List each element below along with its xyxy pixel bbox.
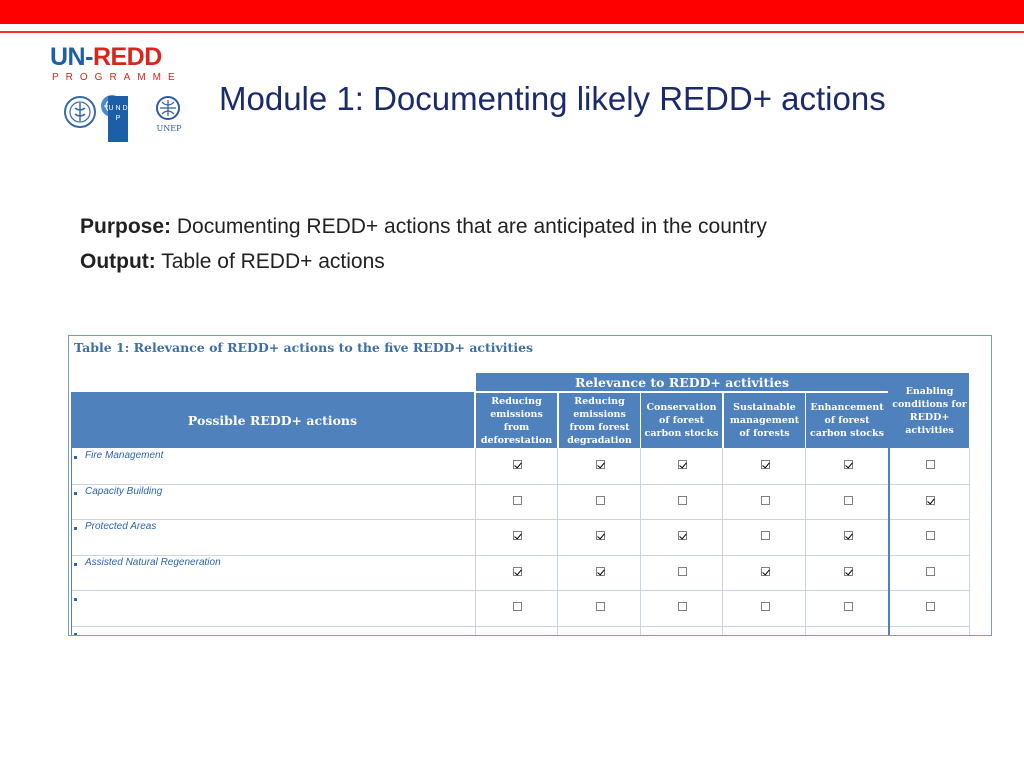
- checkbox-checked[interactable]: [513, 460, 522, 469]
- row-action-label: Capacity Building: [85, 485, 163, 497]
- row-action-label: Protected Areas: [85, 521, 157, 532]
- checkbox-unchecked[interactable]: [678, 567, 687, 576]
- row-bullet: [74, 633, 77, 636]
- enabling-separator: [888, 373, 890, 635]
- checkbox-unchecked[interactable]: [926, 567, 935, 576]
- checkbox-checked[interactable]: [844, 567, 853, 576]
- checkbox-checked[interactable]: [761, 460, 770, 469]
- checkbox-unchecked[interactable]: [513, 496, 522, 505]
- row-bullet: [74, 527, 77, 530]
- row-divider: [71, 590, 970, 591]
- checkbox-unchecked[interactable]: [926, 531, 935, 540]
- logo-subtitle: PROGRAMME: [52, 72, 182, 83]
- checkbox-checked[interactable]: [844, 460, 853, 469]
- top-accent-line: [0, 31, 1024, 33]
- logo-title: [50, 44, 190, 70]
- purpose-text: Documenting REDD+ actions that are anticipated in the country: [171, 215, 767, 238]
- column-divider: [557, 448, 558, 636]
- checkbox-unchecked[interactable]: [761, 496, 770, 505]
- checkbox-unchecked[interactable]: [761, 602, 770, 611]
- row-divider: [71, 519, 970, 520]
- top-accent-bar: [0, 0, 1024, 24]
- row-bullet: [74, 598, 77, 601]
- table-caption: Table 1: Relevance of REDD+ actions to the five REDD+ activities: [74, 340, 534, 355]
- row-bullet: [74, 456, 77, 459]
- column-header-4: Sustainable management of forests: [724, 393, 805, 448]
- checkbox-unchecked[interactable]: [596, 602, 605, 611]
- slide-title: Module 1: Documenting likely REDD+ actions: [219, 80, 886, 117]
- row-bullet: [74, 492, 77, 495]
- checkbox-unchecked[interactable]: [513, 602, 522, 611]
- redd-actions-table: [68, 335, 992, 636]
- checkbox-checked[interactable]: [513, 531, 522, 540]
- left-border-line: [71, 448, 72, 636]
- checkbox-unchecked[interactable]: [596, 496, 605, 505]
- checkbox-checked[interactable]: [678, 460, 687, 469]
- unep-label: UNEP: [156, 124, 182, 133]
- checkbox-checked[interactable]: [596, 460, 605, 469]
- column-divider: [805, 448, 806, 636]
- undp-label: U N D P: [108, 105, 128, 122]
- output-text: Table of REDD+ actions: [155, 250, 385, 273]
- column-header-6: Enabling conditions for REDD+ activities: [890, 373, 969, 448]
- logo-un: UN: [50, 43, 86, 71]
- checkbox-unchecked[interactable]: [926, 460, 935, 469]
- checkbox-unchecked[interactable]: [844, 602, 853, 611]
- checkbox-checked[interactable]: [596, 531, 605, 540]
- unep-emblem-icon: [154, 96, 182, 122]
- column-divider: [640, 448, 641, 636]
- column-divider: [969, 448, 970, 636]
- output-line: [80, 244, 767, 279]
- fao-emblem-icon: [64, 96, 96, 128]
- row-divider: [71, 626, 970, 627]
- purpose-line: [80, 209, 767, 244]
- row-bullet: [74, 563, 77, 566]
- checkbox-checked[interactable]: [513, 567, 522, 576]
- output-label: Output:: [80, 250, 156, 273]
- row-action-label: Fire Management: [85, 450, 164, 461]
- checkbox-checked[interactable]: [596, 567, 605, 576]
- actions-header: Possible REDD+ actions: [71, 392, 474, 448]
- checkbox-checked[interactable]: [926, 496, 935, 505]
- checkbox-unchecked[interactable]: [678, 602, 687, 611]
- logo-dash: -: [85, 43, 93, 71]
- partner-emblems: [64, 94, 194, 144]
- column-header-1: Reducing emissions from deforestation: [476, 393, 557, 448]
- un-redd-logo: [50, 44, 190, 144]
- column-divider: [722, 448, 723, 636]
- checkbox-unchecked[interactable]: [761, 531, 770, 540]
- checkbox-checked[interactable]: [761, 567, 770, 576]
- column-header-3: Conservation of forest carbon stocks: [641, 393, 722, 448]
- checkbox-unchecked[interactable]: [844, 496, 853, 505]
- checkbox-checked[interactable]: [678, 531, 687, 540]
- row-divider: [71, 555, 970, 556]
- row-divider: [71, 484, 970, 485]
- column-divider: [475, 448, 476, 636]
- purpose-label: Purpose:: [80, 215, 172, 238]
- checkbox-unchecked[interactable]: [678, 496, 687, 505]
- checkbox-checked[interactable]: [844, 531, 853, 540]
- logo-redd: REDD: [92, 43, 162, 71]
- column-header-2: Reducing emissions from forest degradation: [559, 393, 640, 448]
- checkbox-unchecked[interactable]: [926, 602, 935, 611]
- row-action-label: Assisted Natural Regeneration: [85, 556, 221, 568]
- purpose-block: [80, 209, 767, 279]
- relevance-group-header: Relevance to REDD+ activities: [476, 373, 888, 391]
- column-header-5: Enhancement of forest carbon stocks: [806, 393, 888, 448]
